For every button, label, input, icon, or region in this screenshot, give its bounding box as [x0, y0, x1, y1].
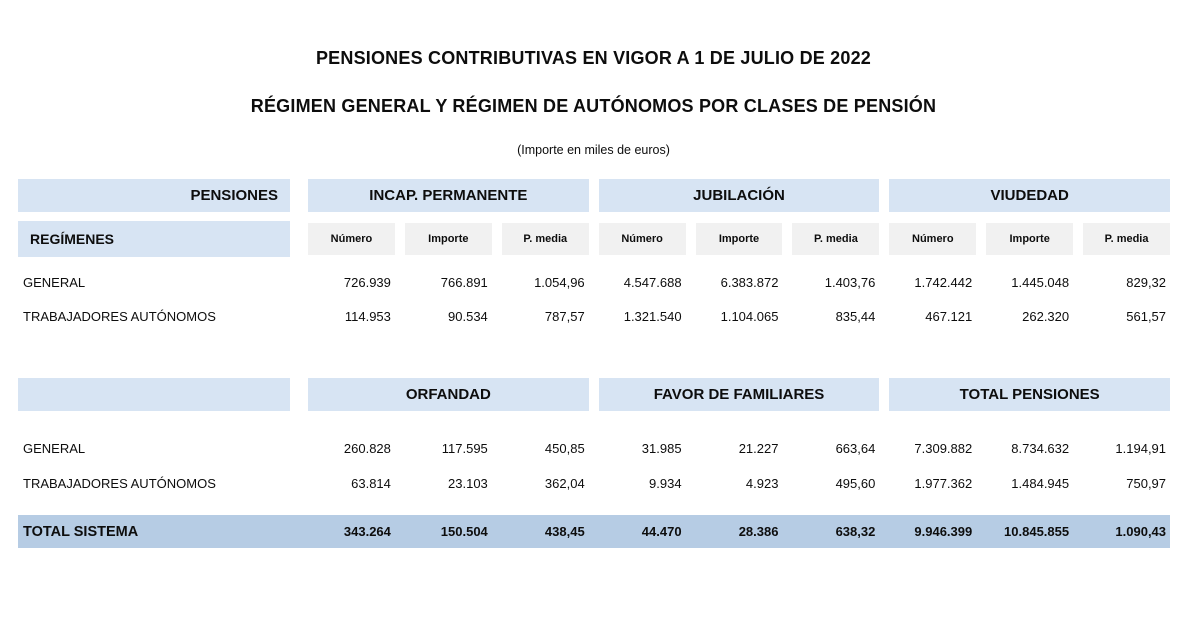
values-viudedad — [889, 299, 1170, 333]
values-incap — [308, 265, 589, 299]
total-cell: 10.845.855 — [1004, 524, 1070, 539]
data-cell: 835,44 — [835, 308, 876, 324]
data-cell: 6.383.872 — [720, 274, 779, 290]
subheader-importe: Importe — [696, 223, 783, 255]
values-favor-familiares — [599, 466, 880, 501]
data-cell: 63.814 — [351, 476, 391, 491]
values-total-pensiones — [889, 466, 1170, 501]
data-cell: 1.054,96 — [534, 274, 585, 290]
data-cell: 450,85 — [544, 441, 585, 456]
group-jubilacion — [599, 179, 880, 212]
data-cell: 7.309.882 — [914, 441, 973, 456]
total-sistema-band — [18, 515, 1170, 548]
data-cell: 467.121 — [925, 308, 973, 324]
page-subtitle: RÉGIMEN GENERAL Y RÉGIMEN DE AUTÓNOMOS POR CLASES DE PENSIÓN — [250, 96, 937, 116]
subheader-importe: Importe — [986, 223, 1073, 255]
totals-favor-familiares — [599, 515, 880, 548]
values-viudedad — [889, 265, 1170, 299]
total-row-label: TOTAL SISTEMA — [23, 523, 139, 540]
data-cell: 1.403,76 — [824, 274, 876, 290]
data-cell: 4.547.688 — [623, 274, 682, 290]
table1-group-header-row — [18, 179, 1170, 212]
total-cell: 343.264 — [343, 524, 391, 539]
data-cell: 9.934 — [649, 476, 682, 491]
data-cell: 262.320 — [1022, 308, 1070, 324]
data-cell: 1.194,91 — [1115, 441, 1167, 456]
pension-table — [18, 179, 1170, 548]
data-cell: 561,57 — [1126, 308, 1167, 324]
subheaders-incap — [308, 221, 589, 257]
group-orfandad — [308, 378, 589, 411]
subheader-numero: Número — [308, 223, 395, 255]
data-cell: 829,32 — [1126, 274, 1167, 290]
group-header-viudedad: VIUDEDAD — [889, 179, 1170, 212]
values-favor-familiares — [599, 431, 880, 466]
group-total-pensiones — [889, 378, 1170, 411]
subheader-pmedia: P. media — [792, 223, 879, 255]
totals-total-pensiones — [889, 515, 1170, 548]
data-cell: 8.734.632 — [1011, 441, 1070, 456]
row-header-regimenes: REGÍMENES — [18, 221, 290, 257]
table2 — [18, 378, 1170, 548]
total-cell: 1.090,43 — [1115, 524, 1167, 539]
data-cell: 766.891 — [440, 274, 488, 290]
group-header-total-pensiones: TOTAL PENSIONES — [889, 378, 1170, 411]
subheaders-viudedad — [889, 221, 1170, 257]
values-jubilacion — [599, 299, 880, 333]
total-cell: 638,32 — [835, 524, 876, 539]
group-header-incap-permanente: INCAP. PERMANENTE — [308, 179, 589, 212]
values-incap — [308, 299, 589, 333]
group-viudedad — [889, 179, 1170, 212]
row-trabajadores-autonomos-block1 — [18, 299, 1170, 333]
data-cell: 114.953 — [344, 308, 391, 324]
table1-subheader-row — [18, 221, 1170, 257]
table2-group-header-row — [18, 378, 1170, 411]
total-cell: 150.504 — [440, 524, 488, 539]
page-title: PENSIONES CONTRIBUTIVAS EN VIGOR A 1 DE JULIO DE 2022 — [315, 48, 872, 68]
corner-header-pensiones: PENSIONES — [18, 179, 290, 212]
data-cell: 663,64 — [835, 441, 876, 456]
total-cell: 9.946.399 — [914, 524, 973, 539]
data-cell: 750,97 — [1126, 476, 1167, 491]
data-cell: 1.321.540 — [623, 308, 682, 324]
group-header-orfandad: ORFANDAD — [308, 378, 589, 411]
row-trabajadores-autonomos-block2 — [18, 466, 1170, 501]
row-general-block2 — [18, 431, 1170, 466]
data-cell: 1.445.048 — [1011, 274, 1070, 290]
total-cell: 28.386 — [738, 524, 779, 539]
values-orfandad — [308, 466, 589, 501]
row-general-block1 — [18, 265, 1170, 299]
data-cell: 23.103 — [448, 476, 488, 491]
values-orfandad — [308, 431, 589, 466]
row-label: TRABAJADORES AUTÓNOMOS — [23, 308, 216, 324]
total-cell: 44.470 — [641, 524, 682, 539]
total-cell: 438,45 — [544, 524, 585, 539]
data-cell: 362,04 — [544, 476, 585, 491]
row-label: GENERAL — [23, 441, 86, 456]
row-total-sistema — [18, 515, 1170, 548]
title-block — [0, 0, 1187, 157]
group-header-favor-de-familiares: FAVOR DE FAMILIARES — [599, 378, 880, 411]
subheader-pmedia: P. media — [502, 223, 589, 255]
row-label: TRABAJADORES AUTÓNOMOS — [23, 476, 216, 491]
data-cell: 726.939 — [343, 274, 391, 290]
data-cell: 117.595 — [441, 441, 488, 456]
group-favor-de-familiares — [599, 378, 880, 411]
data-cell: 1.104.065 — [720, 308, 779, 324]
data-cell: 1.977.362 — [914, 476, 973, 491]
data-cell: 90.534 — [448, 308, 488, 324]
data-cell: 495,60 — [835, 476, 876, 491]
row-label: GENERAL — [23, 274, 86, 290]
group-header-jubilacion: JUBILACIÓN — [599, 179, 880, 212]
group-incap-permanente — [308, 179, 589, 212]
subheaders-jubilacion — [599, 221, 880, 257]
subheader-numero: Número — [889, 223, 976, 255]
values-jubilacion — [599, 265, 880, 299]
empty-corner-cell — [18, 378, 290, 411]
subheader-pmedia: P. media — [1083, 223, 1170, 255]
data-cell: 1.742.442 — [914, 274, 973, 290]
data-cell: 4.923 — [745, 476, 779, 491]
data-cell: 31.985 — [641, 441, 682, 456]
data-cell: 21.227 — [738, 441, 779, 456]
data-cell: 787,57 — [544, 308, 585, 324]
totals-orfandad — [308, 515, 589, 548]
values-total-pensiones — [889, 431, 1170, 466]
units-note: (Importe en miles de euros) — [517, 143, 670, 157]
data-cell: 260.828 — [343, 441, 391, 456]
data-cell: 1.484.945 — [1011, 476, 1070, 491]
subheader-numero: Número — [599, 223, 686, 255]
subheader-importe: Importe — [405, 223, 492, 255]
